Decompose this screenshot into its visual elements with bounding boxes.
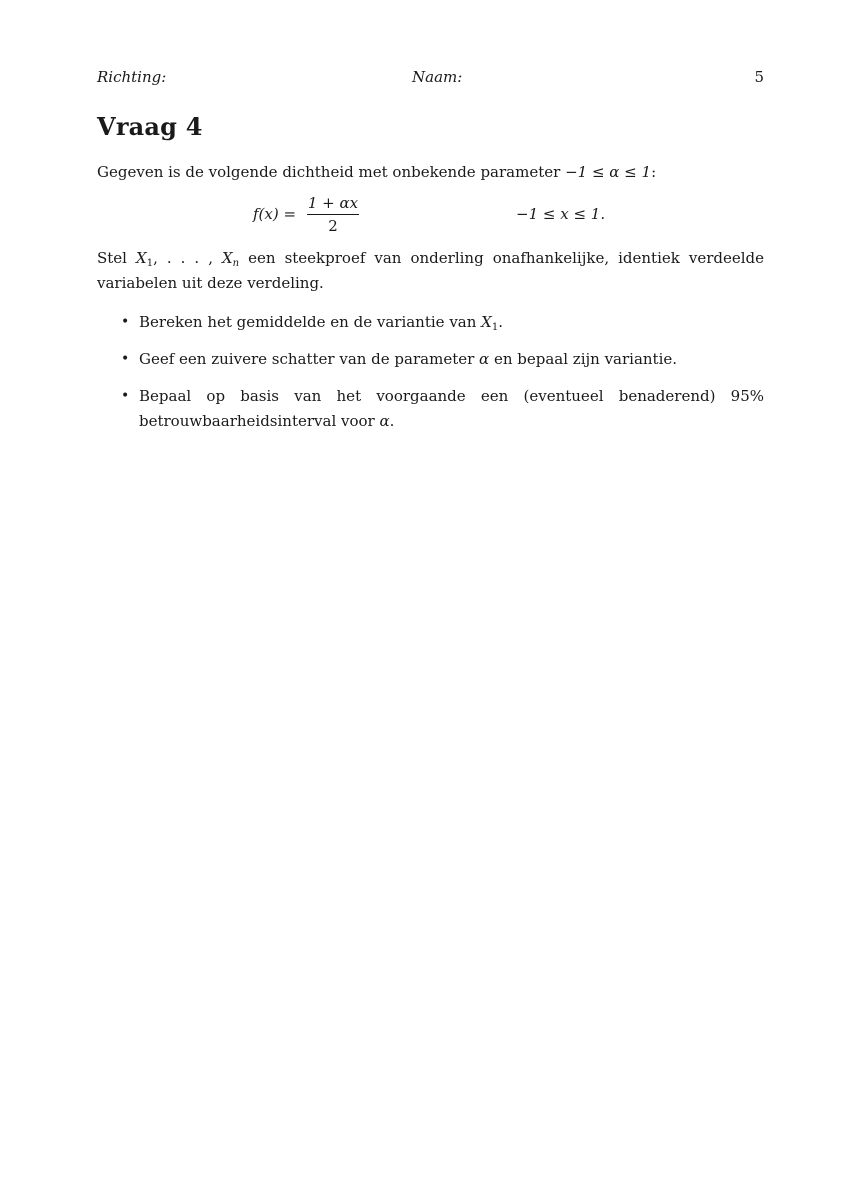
- sample-paragraph: [97, 246, 764, 296]
- alpha-condition: −1 ≤ α ≤ 1: [565, 163, 652, 181]
- header-richting-label: Richting:: [97, 68, 167, 86]
- fraction-numerator: 1 + αx: [307, 194, 359, 212]
- task-list: [97, 310, 764, 446]
- task-var: α: [379, 412, 390, 430]
- intro-text: Gegeven is de volgende dichtheid met onbekende parameter: [97, 163, 566, 181]
- intro-paragraph: [97, 160, 764, 185]
- bullet-icon: •: [121, 314, 130, 330]
- var-xn-subscript: n: [232, 258, 240, 269]
- task-text: Geef een zuivere schatter van de parameter: [139, 350, 480, 368]
- bullet-icon: •: [121, 388, 130, 404]
- task-var: α: [479, 350, 490, 368]
- task-end: en bepaal zijn variantie.: [489, 350, 678, 368]
- fraction-bar: [307, 214, 359, 215]
- var-x1: X: [136, 249, 147, 267]
- bullet-icon: •: [121, 351, 130, 367]
- task-item-estimator: [97, 347, 764, 372]
- density-equation: [0, 190, 846, 240]
- question-title: Vraag 4: [97, 112, 203, 141]
- task-var-subscript: 1: [491, 322, 499, 333]
- fraction-denominator: 2: [328, 217, 338, 235]
- equation-domain: −1 ≤ x ≤ 1.: [516, 205, 606, 223]
- equation-lhs: f(x) =: [253, 205, 297, 223]
- page-header: [97, 68, 764, 90]
- stel-dots: , . . . ,: [153, 249, 222, 267]
- intro-suffix: :: [651, 163, 657, 181]
- page-number: 5: [754, 68, 764, 86]
- task-var: X: [481, 313, 492, 331]
- task-end: .: [498, 313, 504, 331]
- equation-fraction: [307, 194, 359, 235]
- task-item-mean-variance: [97, 310, 764, 335]
- task-text: Bereken het gemiddelde en de variantie van: [139, 313, 482, 331]
- var-xn: X: [221, 249, 233, 267]
- task-item-confidence-interval: [97, 384, 764, 434]
- task-text: Bepaal op basis van het voorgaande een (eventueel benaderend) 95% betrouwbaarheidsinterval voor: [139, 387, 764, 430]
- stel-rest: een steekproef van onderling onafhankelijke, identiek verdeelde variabelen uit deze verdeling.: [97, 249, 764, 292]
- header-naam-label: Naam:: [412, 68, 463, 86]
- stel-prefix: Stel: [97, 249, 136, 267]
- var-x1-subscript: 1: [146, 258, 154, 269]
- task-end: .: [389, 412, 395, 430]
